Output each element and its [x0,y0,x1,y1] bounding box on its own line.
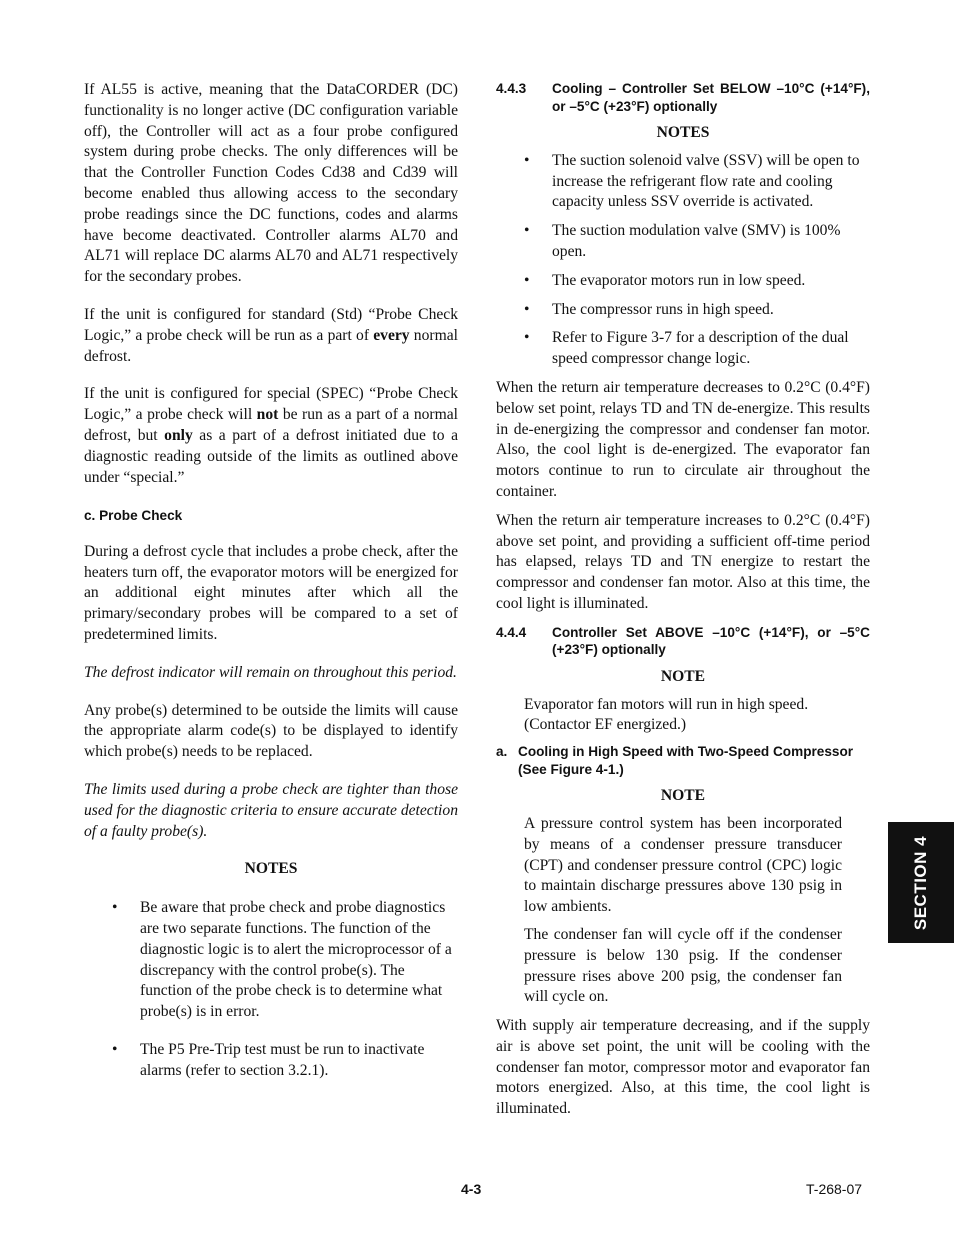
bullet-icon: • [524,151,530,169]
section-tab-label: SECTION 4 [911,835,930,930]
list-item: • Refer to Figure 3-7 for a description of the dual speed compressor change logic. [524,329,849,368]
section-heading [496,624,870,659]
note-body: A pressure control system has been incorporated by means of a condenser pressure transducer (CPT) and condenser pressure control (CPC) logic to maintain discharge pressures above 130 psig in low ambients. [524,814,842,916]
notes-title: NOTES [244,860,298,878]
paragraph: When the return air temperature decreases to 0.2°C (0.4°F) below set point, relays TD and TN de-energize. This results in de-energizing the compressor and condenser fan motor. Also, the cool light is de-energized. The evaporator fan motors continue to run to circulate air throughout the container. [496,378,870,500]
paragraph: When the return air temperature increases to 0.2°C (0.4°F) above set point, and providing a sufficient off-time period has elapsed, relays TD and TN energize to restart the compressor and condenser fan motor. Also at this time, the cool light is illuminated. [496,511,870,612]
notes-list [84,898,458,1081]
bullet-icon: • [524,222,530,240]
section-title: Controller Set ABOVE –10°C (+14°F), or –5°C (+23°F) optionally [552,624,870,658]
note-title: NOTE [660,787,706,805]
list-item: • Be aware that probe check and probe diagnostics are two separate functions. The function of the diagnostic logic is to alert the microprocessor of a discrepancy with the control probe(s). The function of the probe check is to determine what probe(s) is in error. [112,899,452,1021]
subsection-label: a. [496,744,508,760]
paragraph: The limits used during a probe check are tighter than those used for the diagnostic criteria to ensure accurate detection of a faulty probe(s). [84,781,458,840]
left-column [84,80,458,1082]
right-column [496,80,870,1120]
list-item: • The P5 Pre-Trip test must be run to inactivate alarms (refer to section 3.2.1). [112,1040,425,1079]
bullet-icon: • [112,1040,118,1058]
note-body: The condenser fan will cycle off if the condenser pressure is below 130 psig. If the condenser pressure rises above 200 psig, the condenser fan will cycle on. [524,925,842,1006]
paragraph: The defrost indicator will remain on throughout this period. [84,663,457,681]
list-item: • The compressor runs in high speed. [496,300,870,321]
bullet-icon: • [524,329,530,347]
paragraph: Any probe(s) determined to be outside the limits will cause the appropriate alarm code(s) to be displayed to identify which probe(s) needs to be replaced. [84,701,458,761]
paragraph: If AL55 is active, meaning that the DataCORDER (DC) functionality is no longer active (DC configuration variable off), the Controller will act as a four probe configured system during probe checks. The only differences will be that the Controller Function Codes Cd38 and Cd39 will become enabled thus allowing access to the secondary probe readings since the DC functions, codes and alarms have become deactivated. Controller alarms AL70 and AL71 will replace DC alarms AL70 and AL71 respectively for the secondary probes. [84,81,458,286]
section-heading: c. Probe Check [84,508,183,524]
document-number: T-268-07 [806,1181,863,1197]
subsection-heading [496,743,870,778]
section-number: 4.4.4 [496,624,527,640]
paragraph: If the unit is configured for standard (Std) “Probe Check Logic,” a probe check will be run as a part of every normal defrost. [84,305,458,365]
paragraph: During a defrost cycle that includes a probe check, after the heaters turn off, the evaporator motors will be energized for an additional eight minutes after which all the primary/secondary probes will be compared to a set of predetermined limits. [84,542,458,644]
subsection-title: Cooling in High Speed with Two-Speed Compressor (See Figure 4-1.) [518,744,854,777]
bullet-icon: • [112,899,118,917]
section-heading [496,80,870,115]
section-title: Cooling – Controller Set BELOW –10°C (+14°F), or –5°C (+23°F) optionally [552,81,870,114]
list-item: • The suction modulation valve (SMV) is 100% open. [524,222,841,260]
bullet-icon: • [524,300,530,318]
list-item: • The evaporator motors run in low speed. [496,271,870,292]
section-tab [888,822,954,943]
bullet-icon: • [524,271,530,289]
notes-list [496,151,870,370]
list-item: • The suction solenoid valve (SSV) will be open to increase the refrigerant flow rate and cooling capacity unless SSV override is activated. [524,151,860,211]
paragraph: With supply air temperature decreasing, and if the supply air is above set point, the unit will be cooling with the condenser fan motor, compressor motor and evaporator fan motors energized. Also, at this time, the cool light is illuminated. [496,1017,870,1118]
notes-title: NOTES [656,124,710,141]
note-body: Evaporator fan motors will run in high speed. (Contactor EF energized.) [524,695,809,734]
note-title: NOTE [660,667,706,685]
section-number: 4.4.3 [496,81,527,96]
page-number: 4-3 [461,1181,482,1197]
paragraph: If the unit is configured for special (SPEC) “Probe Check Logic,” a probe check will not be run as a part of a normal defrost, but only as a part of a defrost initiated due to a diagnostic reading outside of the limits as outlined above under “special.” [84,385,458,486]
